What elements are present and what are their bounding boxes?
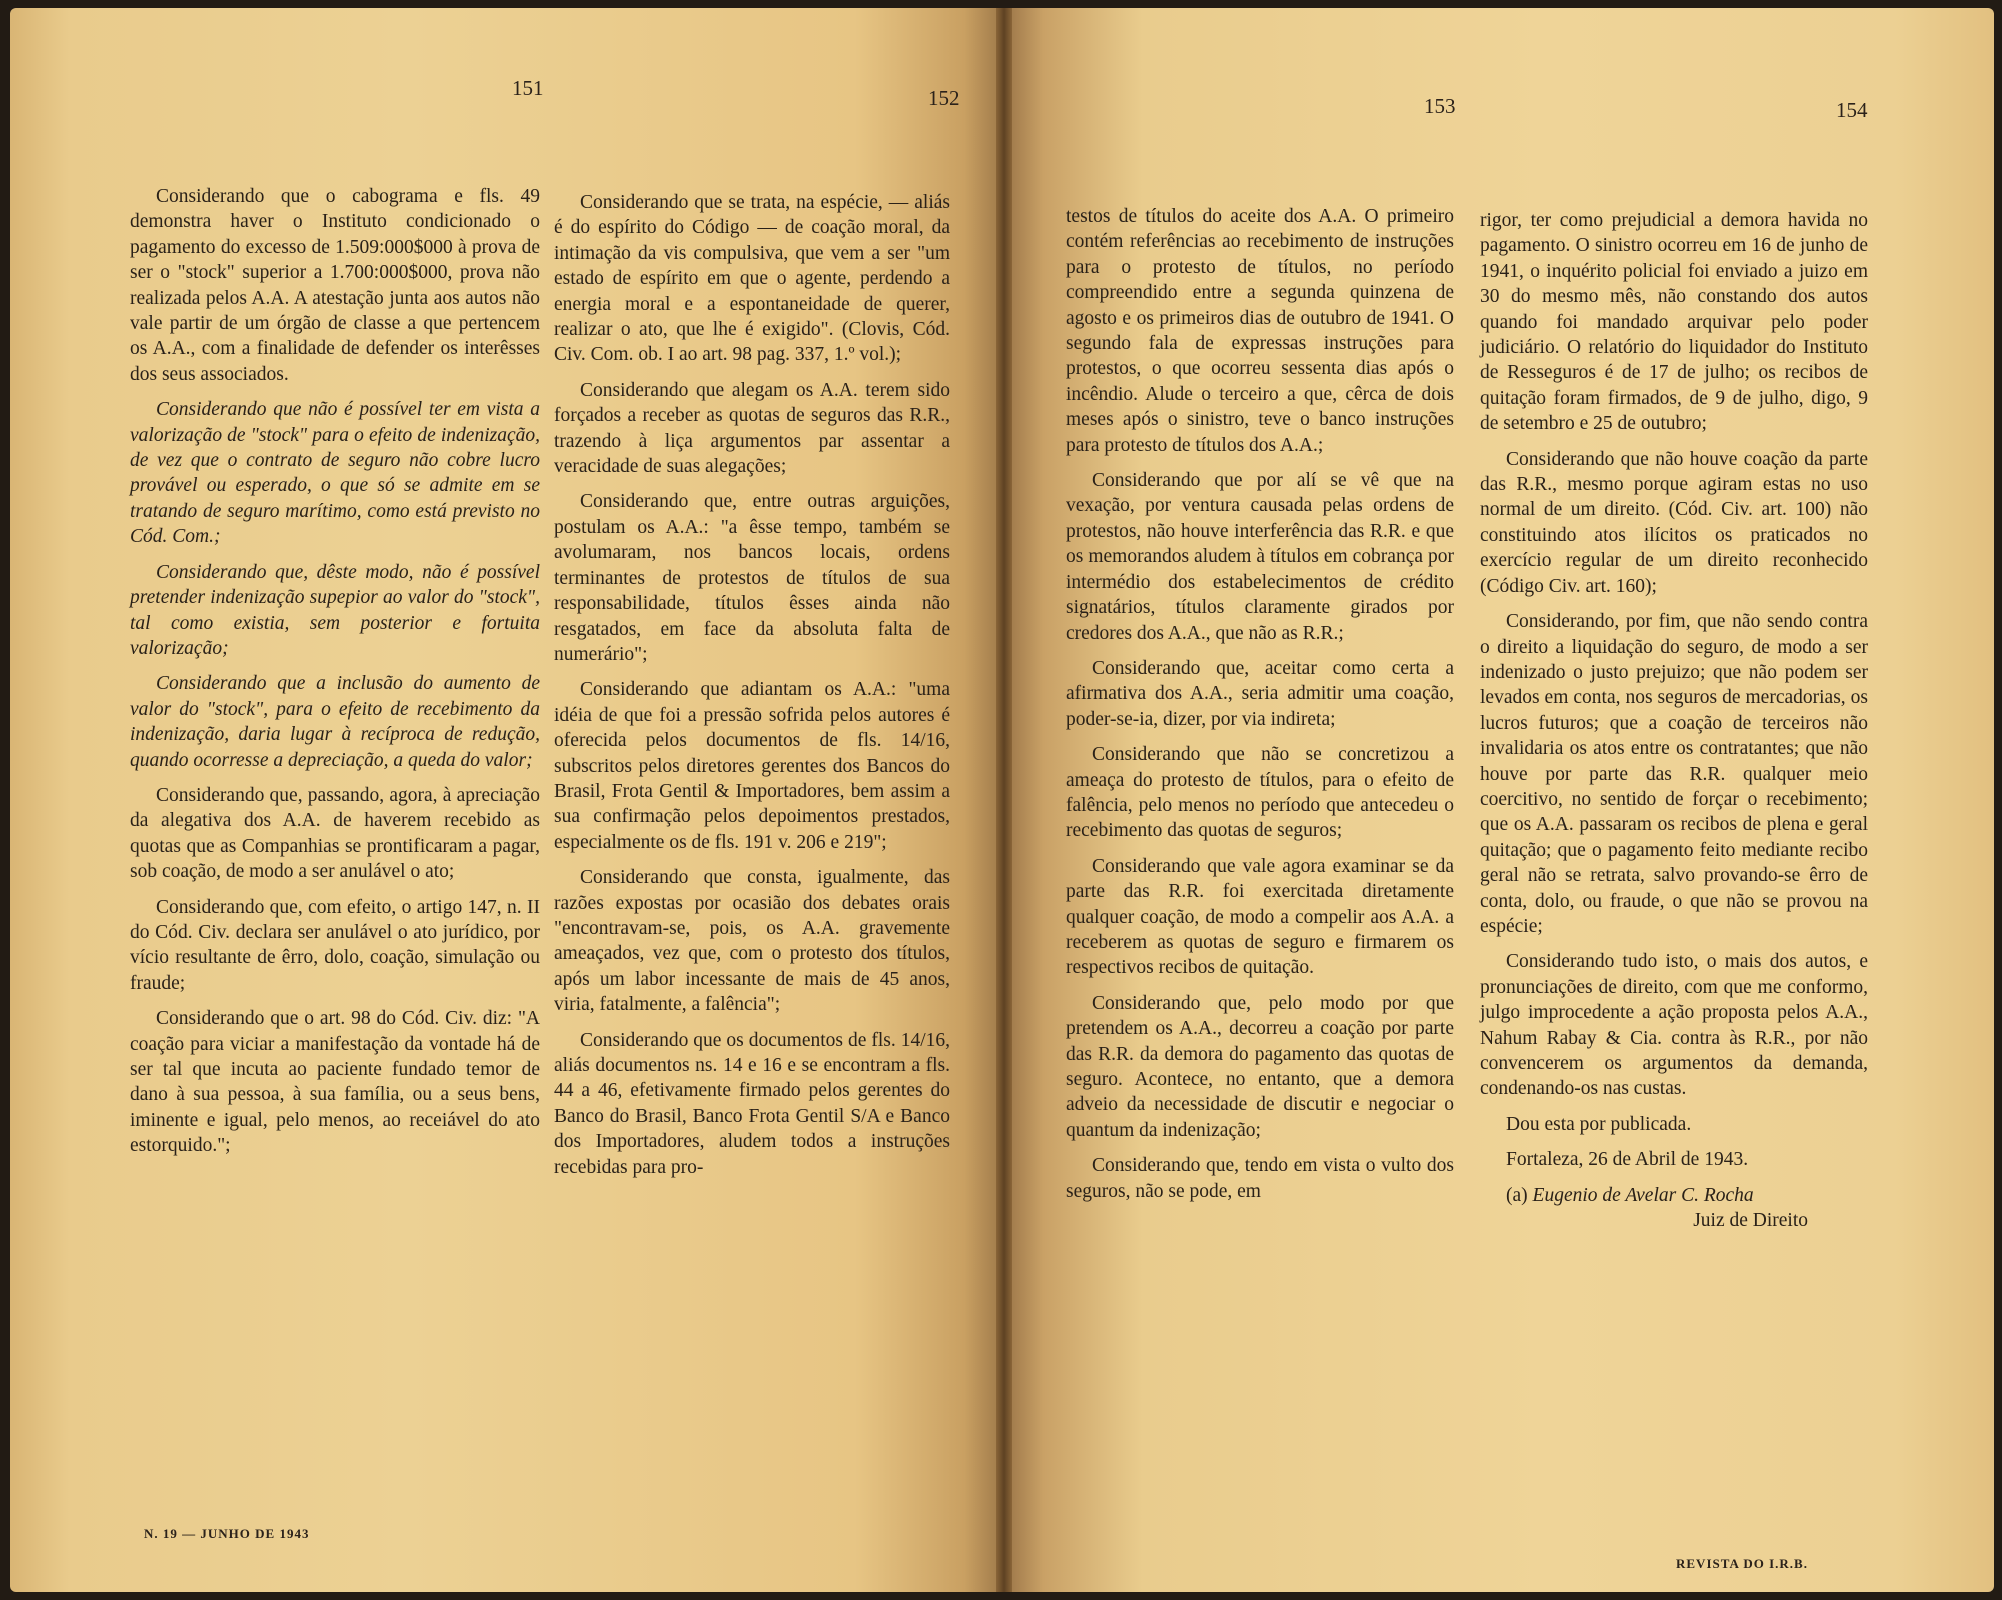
paragraph: Considerando, por fim, que não sendo contra o direito a liquidação do seguro, de modo a ser indenizado o justo prejuizo; que não podem ser levados em conta, nos seguros de mercadorias, os lucros futuros; que a coação de terceiros não invalidaria os atos entre os contratantes; que não houve por parte das R.R. qualquer meio coercitivo, no sentido de forçar o recebimento; que os A.A. passaram os recibos de plena e geral quitação; que o pagamento feito mediante recibo geral não se retrata, salvo provando-se êrro de conta, dolo, ou fraude, o que não se provou na espécie; (1480, 611, 1868, 937)
paragraph: Considerando que não é possível ter em vista a valorização de "stock" para o efeito de indenização, de vez que o contrato de seguro não cobre lucro provável ou esperado, o que só se admite em se tratando de seguro marítimo, como está previsto no Cód. Com.; (130, 399, 540, 548)
paragraph: Considerando que, entre outras arguições, postulam os A.A.: "a êsse tempo, também se avolumaram, nos bancos locais, ordens terminantes de protestos de títulos de sua responsabilidade, títulos êsses ainda não resgatados, em face da absoluta falta de numerário"; (554, 491, 950, 665)
signature-name: Eugenio de Avelar C. Rocha (1532, 1184, 1754, 1206)
paragraph: Considerando que os documentos de fls. 14/16, aliás documentos ns. 14 e 16 e se encontram a fls. 44 a 46, efetivamente firmado pelos gerentes do Banco do Brasil, Banco Frota Gentil S/A e Banco dos Importadores, aludem todos a instruções recebidas para pro- (554, 1029, 950, 1178)
paragraph: Considerando que o art. 98 do Cód. Civ. diz: "A coação para viciar a manifestação da vontade há de ser tal que incuta ao paciente fundado temor de dano à sua pessoa, à sua família, ou a seus bens, iminente e igual, pelo menos, ao receiável do ato estorquido."; (130, 1008, 540, 1157)
book-gutter (996, 8, 1012, 1592)
paragraph: Considerando que consta, igualmente, das razões expostas por ocasião dos debates orais "encontravam-se, pois, os A.A. gravemente ameaçados, vez que, com o protesto dos títulos, após um labor incessante de mais de 45 anos, viria, fatalmente, a falência"; (554, 867, 950, 1016)
paragraph: Considerando que não houve coação da parte das R.R., mesmo porque agiram estas no uso normal de um direito. (Cód. Civ. art. 100) não constituindo atos ilícitos os praticados no exercício regular de um direito reconhecido (Código Civ. art. 160); (1480, 448, 1868, 597)
signature-block (1480, 1183, 1868, 1234)
signature-prefix: (a) (1506, 1184, 1528, 1206)
footer-issue: N. 19 — JUNHO DE 1943 (144, 1526, 310, 1541)
column-page-151 (130, 184, 540, 1169)
column-page-153 (1066, 204, 1454, 1214)
signature-role: Juiz de Direito (1693, 1210, 1808, 1232)
paragraph: Considerando que, pelo modo por que pretendem os A.A., decorreu a coação por parte das R.R. da demora do pagamento das quotas de seguro. Acontece, no entanto, que a demora adveio da necessidade de discutir e negociar o quantum da indenização; (1066, 992, 1454, 1141)
page-number-153: 153 (1424, 94, 1456, 118)
column-page-154 (1480, 208, 1868, 1233)
paragraph: Considerando que se trata, na espécie, — aliás é do espírito do Código — de coação moral, da intimação da vis compulsiva, que vem a ser "um estado de espírito em que o agente, perdendo a energia moral e a espontaneidade de querer, realizar o ato, que lhe é exigido". (Clovis, Cód. Civ. Com. ob. I ao art. 98 pag. 337, 1.º vol.); (554, 192, 950, 366)
paragraph: Considerando que alegam os A.A. terem sido forçados a receber as quotas de seguros das R.R., trazendo à liça argumentos par assentar a veracidade de suas alegações; (554, 379, 950, 478)
paragraph: testos de títulos do aceite dos A.A. O primeiro contém referências ao recebimento de instruções para o protesto de títulos, no período compreendido entre a segunda quinzena de agosto e os primeiros dias de outubro de 1941. O segundo fala de expressas instruções para protestos, o que ocorreu sessenta dias após o incêndio. Alude o terceiro a que, cêrca de dois meses após o sinistro, teve o banco instruções para protesto de títulos dos A.A.; (1066, 206, 1454, 456)
paragraph: Considerando que, aceitar como certa a afirmativa dos A.A., seria admitir uma coação, poder-se-ia, dizer, por via indireta; (1066, 657, 1454, 730)
paragraph: Considerando que, dêste modo, não é possível pretender indenização supepior ao valor do "stock", tal como existia, sem posterior e fortuita valorização; (130, 561, 540, 659)
page-number-152: 152 (928, 86, 960, 110)
paragraph: Dou esta por publicada. (1506, 1113, 1692, 1135)
column-page-152 (554, 190, 950, 1190)
paragraph: Considerando que não se concretizou a ameaça do protesto de títulos, para o efeito de falência, pelo menos no período que antecedeu o recebimento das quotas de seguros; (1066, 744, 1454, 842)
paragraph: Considerando que vale agora examinar se da parte das R.R. foi exercitada diretamente qualquer coação, de modo a compelir aos A.A. a receberem as quotas de seguro e firmarem os respectivos recibos de quitação. (1066, 855, 1454, 979)
paragraph: Considerando que o cabograma e fls. 49 demonstra haver o Instituto condicionado o pagamento do excesso de 1.509:000$000 à prova de ser o "stock" superior a 1.700:000$000, prova não realizada pelos A.A. A atestação junta aos autos não vale partir de um órgão de classe a que pertencem os A.A., com a finalidade de defender os interêsses dos seus associados. (130, 186, 540, 385)
paragraph: Considerando que, passando, agora, à apreciação da alegativa dos A.A. de haverem recebido as quotas que as Companhias se prontificaram a pagar, sob coação, de modo a ser anulável o ato; (130, 784, 540, 883)
paragraph: rigor, ter como prejudicial a demora havida no pagamento. O sinistro ocorreu em 16 de junho de 1941, o inquérito policial foi enviado a juizo em 30 do mesmo mês, não constando dos autos quando foi mandado arquivar pelo poder judiciário. O relatório do liquidador do Instituto de Resseguros é de 17 de julho; os recibos de quitação foram firmados, de 9 de julho, digo, 9 de setembro e 25 de outubro; (1480, 210, 1868, 435)
paragraph: Considerando que a inclusão do aumento de valor do "stock", para o efeito de recebimento da indenização, daria lugar à recíproca de redução, quando ocorresse a depreciação, a queda do valor; (130, 673, 540, 771)
paragraph: Fortaleza, 26 de Abril de 1943. (1506, 1149, 1749, 1171)
column-page-154-body (1480, 208, 1868, 1173)
page-number-154: 154 (1836, 98, 1868, 122)
paragraph: Considerando que por alí se vê que na vexação, por ventura causada pelas ordens de protestos, não houve interferência das R.R. e que os memorandos aludem à títulos em cobrança por intermédio dos estabelecimentos de crédito signatários, títulos claramente girados por credores dos A.A., que não as R.R.; (1066, 470, 1454, 644)
footer-journal: REVISTA DO I.R.B. (1676, 1556, 1808, 1571)
paragraph: Considerando que adiantam os A.A.: "uma idéia de que foi a pressão sofrida pelos autores é oferecida pelos documentos de fls. 14/16, subscritos pelos diretores gerentes dos Bancos do Brasil, Frota Gentil & Importadores, bem assim a sua confirmação pelos depoimentos prestados, especialmente os de fls. 191 v. 206 e 219"; (554, 679, 950, 853)
paragraph: Considerando que, tendo em vista o vulto dos seguros, não se pode, em (1066, 1155, 1454, 1202)
signature-name-line (1480, 1183, 1868, 1208)
paragraph: Considerando tudo isto, o mais dos autos, e pronunciações de direito, com que me conformo, julgo improcedente a ação proposta pelos A.A., Nahum Rabay & Cia. contra às R.R., por não convencerem os argumentos da demanda, condenando-os nas custas. (1480, 951, 1868, 1100)
paragraph: Considerando que, com efeito, o artigo 147, n. II do Cód. Civ. declara ser anulável o ato jurídico, por vício resultante de êrro, dolo, coação, simulação ou fraude; (130, 896, 540, 994)
page-number-151: 151 (512, 76, 544, 100)
